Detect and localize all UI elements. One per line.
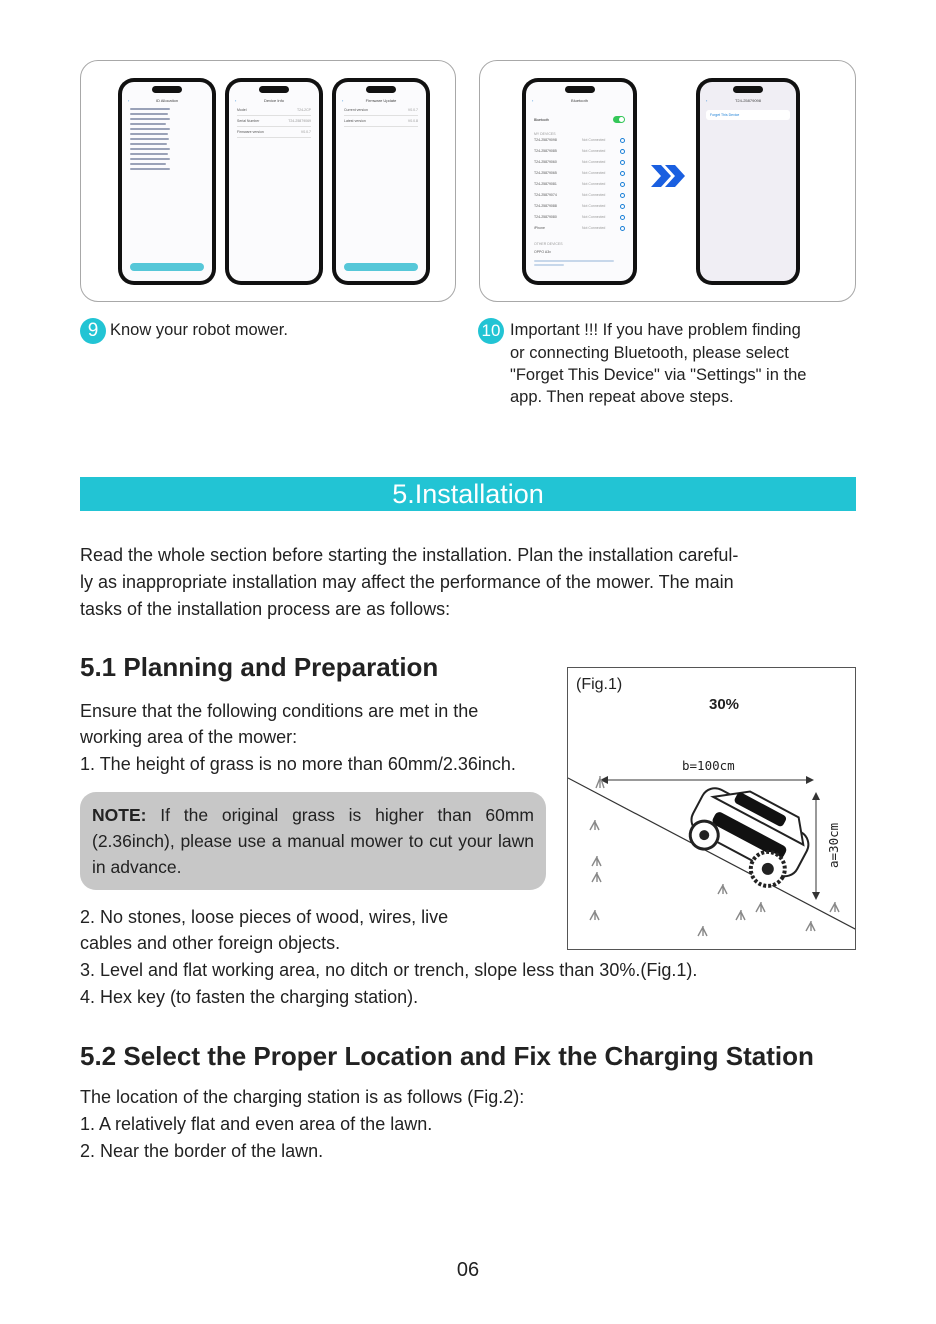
device-status: Not Connected [582,171,606,175]
device-status: Not Connected [582,204,606,208]
row-value: V0.0.7 [300,130,311,134]
heading-5-1: 5.1 Planning and Preparation [80,652,439,682]
phone-button [344,263,418,271]
phone-button [130,263,204,271]
section-label: MY DEVICES [534,132,556,136]
device-status: Not Connected [582,160,606,164]
intro-line: Read the whole section before starting the installation. Plan the installation careful- [80,545,739,565]
row-value: V0.0.8 [407,119,418,123]
note-box [80,792,546,890]
forget-device-item: Forget This Device [710,113,740,117]
step-10-line: or connecting Bluetooth, please select [510,344,789,362]
s51-line: 1. The height of grass is no more than 60mm/2.36inch. [80,754,516,774]
phone-firmware-update [332,78,430,285]
section-title: 5.Installation [80,477,856,511]
intro-line: ly as inappropriate installation may affect the performance of the mower. The main [80,572,734,592]
device-status: Not Connected [582,138,606,142]
step-10-line: "Forget This Device" via "Settings" in the [510,366,807,384]
figure-slope [567,667,856,950]
device-name: T24-25879088 [534,204,557,208]
back-icon: ‹ [706,98,708,103]
row-label: Firmware version [237,130,264,134]
device-name: T24-25879074 [534,193,557,197]
info-icon [620,160,625,165]
device-name: T24-25879081 [534,182,557,186]
info-icon [620,182,625,187]
device-status: Not Connected [582,193,606,197]
other-device: OPPO A3x [534,250,551,254]
s51-item: 3. Level and flat working area, no ditch or trench, slope less than 30%.(Fig.1). [80,960,698,980]
row-value: T24-2CP [296,108,311,112]
phones-panel-left [80,60,456,302]
back-icon: ‹ [235,98,237,103]
phone-device-info [225,78,323,285]
note-text: If the original grass is higher than 60mm (2.36inch), please use a manual mower to cut your lawn in advance. [92,805,534,877]
s52-line: 1. A relatively flat and even area of the lawn. [80,1114,433,1134]
dimension-a: a=30cm [826,822,841,868]
phone-title: T24-25879098 [734,98,762,103]
intro-line: tasks of the installation process are as follows: [80,599,451,619]
bluetooth-toggle [613,116,625,123]
device-status: Not Connected [582,226,606,230]
slope-percent: 30% [709,696,740,713]
device-name: T24-25879065 [534,171,557,175]
dimension-b: b=100cm [682,758,735,773]
heading-5-2: 5.2 Select the Proper Location and Fix the Charging Station [80,1041,814,1071]
double-chevron-right-icon [651,165,687,192]
info-icon [620,204,625,209]
info-icon [620,193,625,198]
page-number: 06 [456,1259,480,1281]
figure-label: (Fig.1) [576,676,623,693]
other-devices-label: OTHER DEVICES [534,242,563,246]
phone-title: Device Info [263,98,284,103]
device-status: Not Connected [582,149,606,153]
row-label: Serial Number [237,119,260,123]
info-icon [620,226,625,231]
device-name: T24-25879098 [534,138,557,142]
phone-id-allocation [118,78,216,285]
s51-item: 2. No stones, loose pieces of wood, wires, live [80,907,449,927]
row-label: Model [237,108,247,112]
step-9-number: 9 [80,318,106,344]
phones-panel-right [479,60,856,302]
s51-item: cables and other foreign objects. [80,933,341,953]
device-name: T24-25879060 [534,160,557,164]
info-icon [620,138,625,143]
device-name: T24-25879080 [534,215,557,219]
row-label: Latest version [344,119,366,123]
device-name: iPhone [534,226,545,230]
step-10-line: app. Then repeat above steps. [510,388,734,406]
s51-line: working area of the mower: [80,727,298,747]
note-label: NOTE: [92,805,147,825]
info-icon [620,215,625,220]
s51-item: 4. Hex key (to fasten the charging station). [80,987,419,1007]
phone-bluetooth-settings [522,78,637,285]
step-9-text: Know your robot mower. [110,321,288,339]
info-icon [620,149,625,154]
phone-forget-device [696,78,800,285]
back-icon: ‹ [532,98,534,103]
device-status: Not Connected [582,182,606,186]
s52-line: 2. Near the border of the lawn. [80,1141,324,1161]
row-value: V0.0.7 [407,108,418,112]
device-name: T24-25879085 [534,149,557,153]
bluetooth-label: Bluetooth [534,118,549,122]
info-icon [620,171,625,176]
row-value: T24-25879069 [288,119,311,123]
s52-line: The location of the charging station is as follows (Fig.2): [80,1087,525,1107]
back-icon: ‹ [342,98,344,103]
device-status: Not Connected [582,215,606,219]
back-icon: ‹ [128,98,130,103]
step-10-line: Important !!! If you have problem finding [510,321,801,339]
s51-line: Ensure that the following conditions are met in the [80,701,479,721]
phone-title: Firmware Update [365,98,397,103]
phone-title: Bluetooth [571,98,588,103]
row-label: Current version [344,108,368,112]
phone-title: ID Allocation [155,98,179,103]
step-10-number: 10 [478,318,504,344]
